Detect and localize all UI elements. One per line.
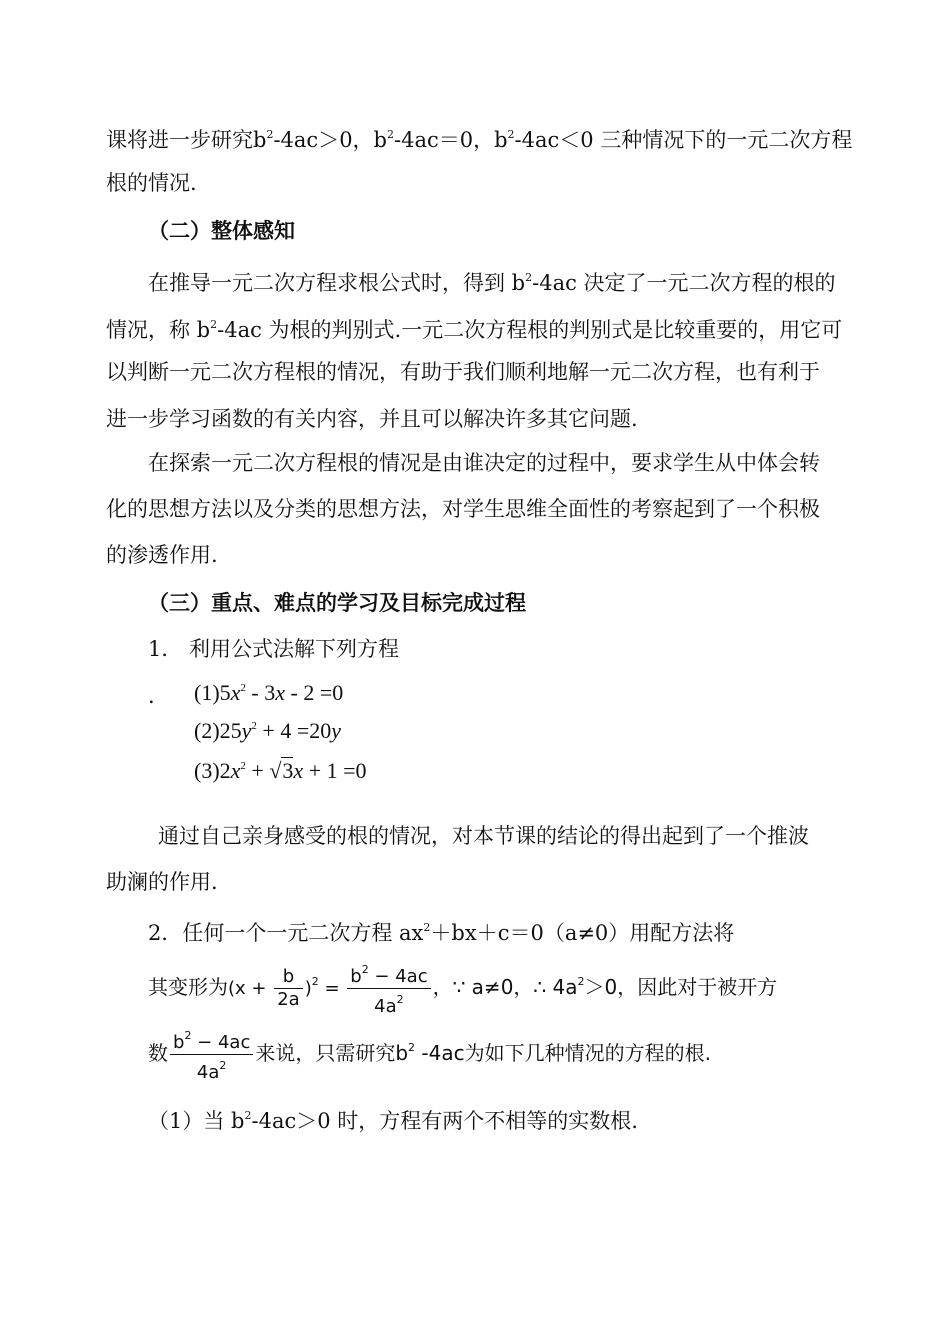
heading-text: （二）整体感知 [148, 219, 295, 243]
eq-label: (1) [194, 680, 220, 705]
paragraph-line [106, 313, 842, 342]
superscript: 2 [507, 128, 515, 141]
equation-2: $(2)25y^2 + 4 =20y$ [194, 718, 342, 743]
text: 化的思想方法以及分类的思想方法，对学生思维全面性的考察起到了一个积极 [106, 497, 820, 521]
text: ) [304, 978, 312, 999]
fraction [347, 959, 430, 1018]
text: -4ac＝0，b [394, 128, 508, 152]
fraction [274, 966, 302, 1011]
paragraph-line [106, 171, 197, 195]
text: 2．任何一个一元二次方程 ax [148, 921, 424, 945]
sqrt-sign: √ [269, 758, 282, 783]
text: （1）当 b [148, 1109, 245, 1133]
text: 其变形为 [148, 975, 228, 999]
text: -4ac＞0，b [273, 128, 387, 152]
text: 在推导一元二次方程求根公式时，得到 b [148, 271, 526, 295]
section-heading [148, 591, 526, 615]
text: -4ac为如下几种情况的方程的根. [415, 1041, 711, 1065]
equation-1: $(1)5x^2 - 3x - 2 =0$ [194, 680, 344, 705]
superscript: 2 [266, 128, 274, 141]
formula-line [148, 1020, 711, 1084]
list-item-title [148, 916, 734, 945]
text: ，∵ a≠0，∴ 4a [432, 975, 578, 999]
paragraph-line [106, 543, 218, 567]
numerator: $b^2 - 4ac$ [347, 959, 430, 989]
text: (x + [228, 978, 273, 999]
text: -4ac＞0 时，方程有两个不相等的实数根. [251, 1109, 638, 1133]
text: -4ac 决定了一元二次方程的根的 [532, 271, 836, 295]
text: = [318, 978, 346, 999]
eq-label: (2) [194, 718, 220, 743]
text: 通过自己亲身感受的根的情况，对本节课的结论的得出起到了一个推波 [158, 824, 809, 848]
text: 数 [148, 1041, 168, 1065]
numerator: $b^2 - 4ac$ [170, 1025, 253, 1055]
text: 课将进一步研究 [106, 128, 253, 152]
denominator: $4a^2$ [196, 1059, 227, 1083]
paragraph-line [148, 266, 836, 295]
text: 情况，称 b [106, 318, 211, 342]
text: . [148, 684, 155, 708]
stray-dot [148, 684, 155, 708]
text: b [395, 1041, 409, 1065]
text: b [253, 128, 267, 152]
numerator: b [274, 966, 302, 989]
superscript: 2 [423, 921, 431, 934]
paragraph-line [106, 407, 638, 431]
superscript: 2 [408, 1041, 416, 1054]
denominator: $4a^2$ [374, 993, 404, 1017]
text: 在探索一元二次方程根的情况是由谁决定的过程中，要求学生从中体会转 [148, 451, 820, 475]
superscript: 2 [525, 271, 533, 284]
text: ＋bx＋c＝0（a≠0）用配方法将 [430, 921, 735, 945]
sqrt-radicand: 3 [282, 758, 294, 783]
text: 以判断一元二次方程根的情况，有助于我们顺利地解一元二次方程，也有利于 [106, 360, 820, 384]
paragraph-line [106, 497, 820, 521]
heading-text: （三）重点、难点的学习及目标完成过程 [148, 591, 526, 615]
superscript: 2 [387, 128, 394, 141]
superscript: 2 [577, 975, 585, 988]
text: 进一步学习函数的有关内容，并且可以解决许多其它问题. [106, 407, 638, 431]
text: 根的情况. [106, 171, 197, 195]
equation-3: $(3)2x^2 + √3x + 1 =0$ [194, 758, 367, 783]
formula-line [148, 958, 777, 1018]
list-item-title [148, 637, 399, 661]
text: -4ac＜0 三种情况下的一元二次方程 [514, 128, 853, 152]
paragraph-line [106, 360, 820, 384]
paragraph-line [106, 123, 852, 152]
fraction [170, 1025, 253, 1084]
text: 1． 利用公式法解下列方程 [148, 637, 400, 661]
section-heading [148, 219, 295, 243]
paragraph-line [106, 870, 218, 894]
superscript: 2 [311, 975, 319, 988]
paragraph-line [148, 451, 820, 475]
eq-label: (3) [194, 758, 220, 783]
paragraph-line [158, 824, 809, 848]
text: 的渗透作用. [106, 543, 218, 567]
text: 助澜的作用. [106, 870, 218, 894]
text: ＞0，因此对于被开方 [584, 975, 778, 999]
case-line [148, 1104, 638, 1133]
superscript: 2 [210, 318, 218, 331]
superscript: 2 [244, 1109, 252, 1122]
text: -4ac 为根的判别式.一元二次方程根的判别式是比较重要的，用它可 [217, 318, 843, 342]
denominator: 2a [277, 989, 300, 1010]
text: 来说，只需研究 [255, 1041, 396, 1065]
